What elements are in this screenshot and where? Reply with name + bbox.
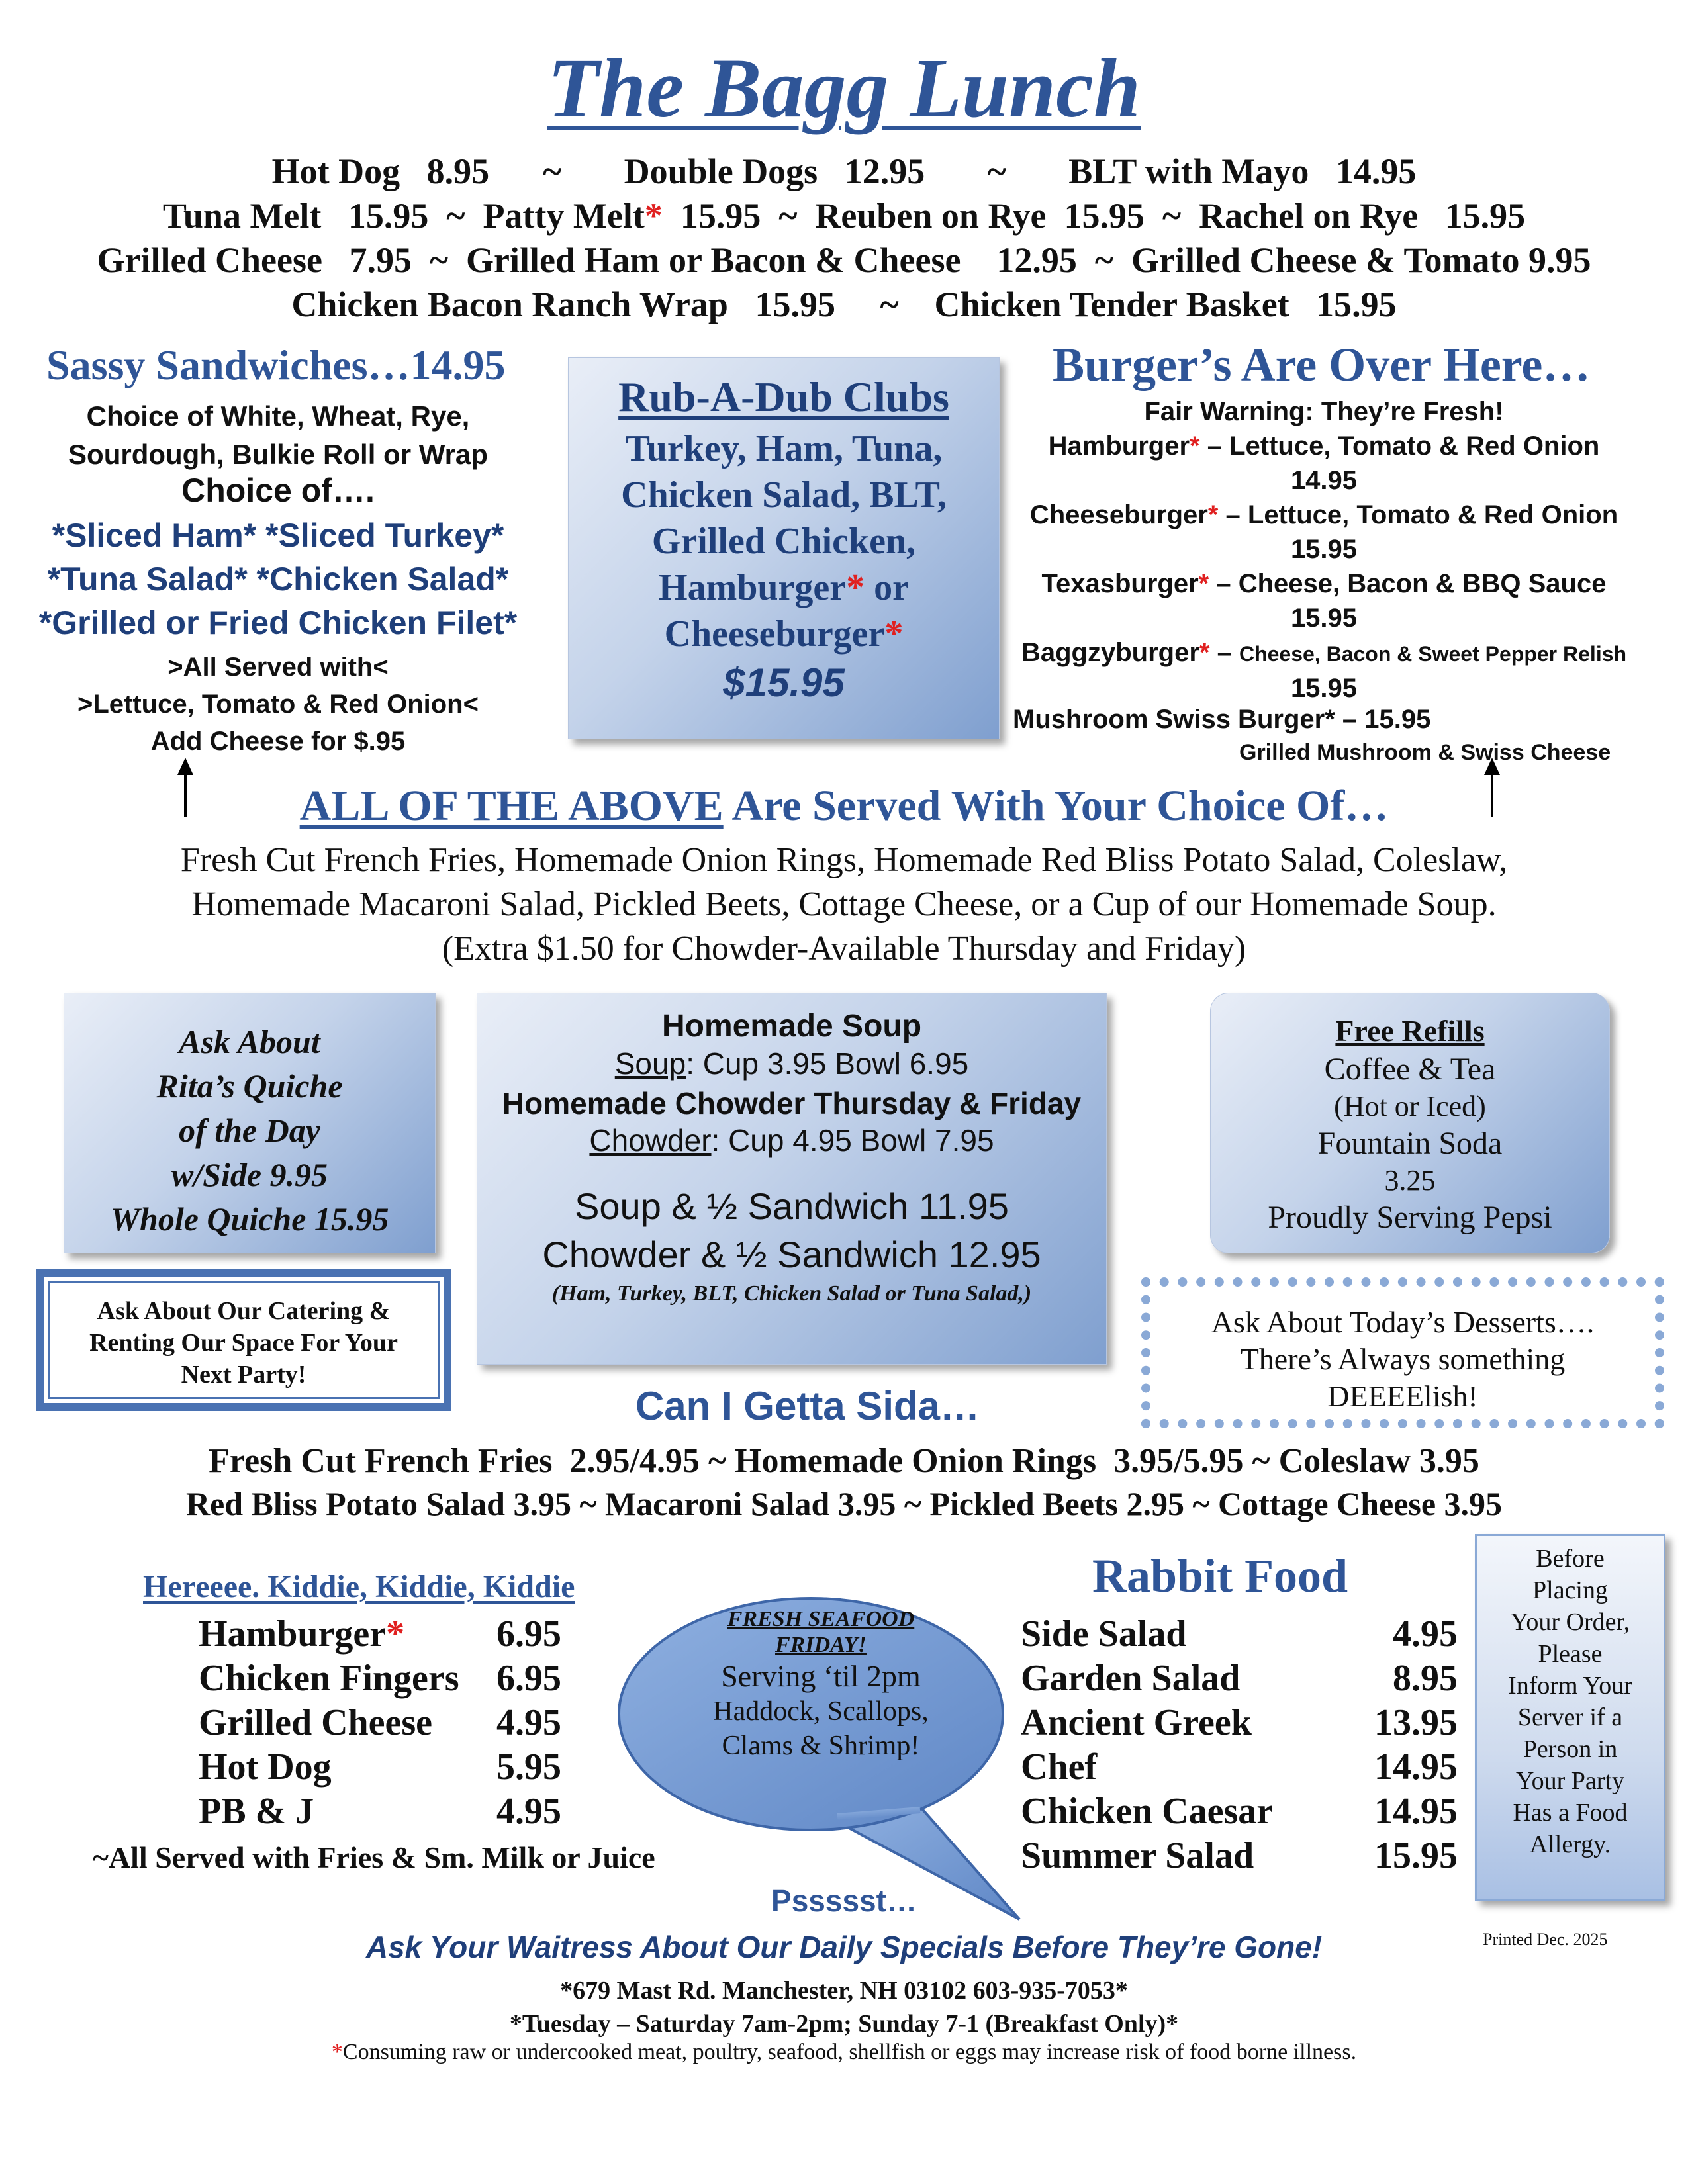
soup-combo: Soup & ½ Sandwich 11.95 — [575, 1185, 1009, 1227]
kiddie-note: ~All Served with Fries & Sm. Milk or Juice — [93, 1841, 655, 1874]
sides-row-1: Fresh Cut French Fries 2.95/4.95 ~ Homemade Onion Rings 3.95/5.95 ~ Coleslaw 3.95 — [209, 1442, 1479, 1480]
kiddie-item: Hot Dog 5.95 — [199, 1747, 561, 1788]
hours: *Tuesday – Saturday 7am-2pm; Sunday 7-1 (Breakfast Only)* — [509, 2010, 1179, 2038]
seafood-line: Clams & Shrimp! — [722, 1731, 920, 1761]
rabbit-list — [1021, 1612, 1458, 1878]
seafood-title: FRIDAY! — [775, 1633, 867, 1657]
allergy-line: Has a Food — [1513, 1799, 1628, 1827]
all-above-line: Fresh Cut French Fries, Homemade Onion Rings, Homemade Red Bliss Potato Salad, Coleslaw, — [180, 841, 1508, 879]
all-above-line: Homemade Macaroni Salad, Pickled Beets, Cottage Cheese, or a Cup of our Homemade Soup. — [191, 886, 1497, 923]
desserts-line: DEEEElish! — [1327, 1379, 1478, 1413]
seafood-text — [655, 1607, 986, 1763]
catering-line: Ask About Our Catering & — [97, 1297, 391, 1325]
clubs-line: Grilled Chicken, — [651, 521, 916, 562]
burger-item: Cheeseburger* – Lettuce, Tomato & Red Onion — [1029, 500, 1618, 529]
allergy-line: Person in — [1523, 1735, 1618, 1763]
top-menu-row-4: Chicken Bacon Ranch Wrap 15.95 ~ Chicken Tender Basket 15.95 — [291, 285, 1397, 324]
all-above-heading: ALL OF THE ABOVE Are Served With Your Choice Of… — [299, 782, 1389, 830]
soup-box — [477, 993, 1107, 1365]
allergy-line: Before — [1536, 1545, 1605, 1572]
chowder-heading: Homemade Chowder Thursday & Friday — [502, 1086, 1082, 1120]
burger-price: 15.95 — [1290, 674, 1358, 703]
burger-item: Baggzyburger* – Cheese, Bacon & Sweet Pepper Relish — [1021, 638, 1627, 667]
clubs-box — [568, 357, 1000, 739]
rabbit-item: Summer Salad 15.95 — [1021, 1835, 1458, 1876]
chowder-prices: Chowder: Cup 4.95 Bowl 7.95 — [589, 1123, 994, 1158]
rabbit-item: Side Salad 4.95 — [1021, 1614, 1458, 1655]
kiddie-item: Hamburger* 6.95 — [199, 1614, 561, 1655]
burger-price: 14.95 — [1290, 466, 1358, 495]
top-menu-row-1: Hot Dog 8.95 ~ Double Dogs 12.95 ~ BLT with Mayo 14.95 — [271, 152, 1417, 191]
sassy-line: Sourdough, Bulkie Roll or Wrap — [68, 439, 488, 470]
burgers-heading: Burger’s Are Over Here… — [1053, 338, 1591, 391]
sassy-line: Choice of White, Wheat, Rye, — [86, 400, 470, 432]
allergy-text — [1477, 1543, 1664, 1860]
sides-heading: Can I Getta Sida… — [635, 1384, 980, 1428]
sassy-choice-of: Choice of…. — [181, 472, 375, 509]
burger-price: 15.95 — [1290, 604, 1358, 633]
sassy-heading: Sassy Sandwiches…14.95 — [46, 341, 506, 388]
refills-list — [1211, 1051, 1609, 1236]
sassy-filling: *Sliced Ham* *Sliced Turkey* — [52, 517, 504, 554]
sassy-served-with — [20, 649, 536, 760]
clubs-list — [569, 426, 999, 657]
seafood-title: FRESH SEAFOOD — [727, 1607, 915, 1631]
refills-heading: Free Refills — [1335, 1014, 1485, 1048]
desserts-box — [1141, 1277, 1664, 1428]
sassy-served-line: >Lettuce, Tomato & Red Onion< — [77, 690, 479, 719]
desserts-text — [1150, 1304, 1655, 1415]
allergy-line: Your Order, — [1510, 1608, 1630, 1636]
refills-line: Coffee & Tea — [1324, 1052, 1496, 1087]
catering-box — [36, 1269, 451, 1411]
psst-text: Pssssst… — [771, 1884, 917, 1918]
soup-prices: Soup: Cup 3.95 Bowl 6.95 — [614, 1046, 969, 1081]
quiche-line: w/Side 9.95 — [171, 1156, 328, 1193]
burger-mushroom-desc: Grilled Mushroom & Swiss Cheese — [1239, 740, 1611, 765]
rabbit-item: Chicken Caesar 14.95 — [1021, 1791, 1458, 1832]
specials-text: Ask Your Waitress About Our Daily Specials Before They’re Gone! — [365, 1930, 1323, 1964]
refills-line: Proudly Serving Pepsi — [1268, 1200, 1552, 1235]
refills-box — [1210, 993, 1610, 1253]
rabbit-item: Garden Salad 8.95 — [1021, 1658, 1458, 1699]
rabbit-item: Chef 14.95 — [1021, 1747, 1458, 1788]
address: *679 Mast Rd. Manchester, NH 03102 603-935-7053* — [560, 1977, 1128, 2005]
burgers-warning: Fair Warning: They’re Fresh! — [1144, 397, 1504, 426]
burgers-list — [1006, 429, 1642, 705]
kiddie-item: PB & J 4.95 — [199, 1791, 561, 1832]
refills-line: 3.25 — [1384, 1164, 1436, 1197]
burger-item: Texasburger* – Cheese, Bacon & BBQ Sauce — [1041, 569, 1607, 598]
sassy-served-line: Add Cheese for $.95 — [150, 727, 406, 756]
burger-mushroom: Mushroom Swiss Burger* – 15.95 — [1013, 705, 1431, 734]
catering-line: Renting Our Space For Your — [89, 1329, 398, 1357]
kiddie-heading: Hereeee. Kiddie, Kiddie, Kiddie — [143, 1569, 575, 1604]
desserts-line: Ask About Today’s Desserts…. — [1211, 1305, 1595, 1339]
rabbit-heading: Rabbit Food — [1092, 1549, 1348, 1602]
clubs-line: Turkey, Ham, Tuna, — [625, 428, 943, 469]
allergy-line: Inform Your — [1508, 1672, 1632, 1700]
allergy-line: Please — [1538, 1640, 1603, 1668]
clubs-line: Chicken Salad, BLT, — [621, 475, 947, 516]
disclaimer: *Consuming raw or undercooked meat, poultry, seafood, shellfish or eggs may increase risk of food borne illness. — [331, 2040, 1357, 2064]
combo-note: (Ham, Turkey, BLT, Chicken Salad or Tuna Salad,) — [551, 1281, 1032, 1306]
sassy-served-line: >All Served with< — [167, 653, 389, 682]
refills-line: Fountain Soda — [1317, 1126, 1503, 1161]
allergy-box — [1475, 1534, 1665, 1901]
top-menu-row-3: Grilled Cheese 7.95 ~ Grilled Ham or Bacon & Cheese 12.95 ~ Grilled Cheese & Tomato 9.95 — [97, 240, 1591, 280]
desserts-line: There’s Always something — [1240, 1342, 1566, 1376]
all-above-line: (Extra $1.50 for Chowder-Available Thursday and Friday) — [442, 930, 1246, 968]
soup-heading: Homemade Soup — [661, 1009, 922, 1044]
quiche-line: Ask About — [179, 1023, 320, 1060]
sassy-filling: *Tuna Salad* *Chicken Salad* — [47, 561, 509, 598]
rabbit-item: Ancient Greek 13.95 — [1021, 1702, 1458, 1743]
allergy-line: Allergy. — [1529, 1831, 1611, 1858]
allergy-line: Placing — [1532, 1576, 1608, 1604]
kiddie-item: Chicken Fingers 6.95 — [199, 1658, 561, 1699]
clubs-line: Cheeseburger* — [664, 614, 904, 655]
chowder-combo: Chowder & ½ Sandwich 12.95 — [542, 1234, 1041, 1275]
catering-inner — [48, 1281, 440, 1399]
seafood-line: Serving ‘til 2pm — [721, 1659, 921, 1693]
quiche-text — [64, 1020, 435, 1242]
burger-item: Hamburger* – Lettuce, Tomato & Red Onion — [1048, 432, 1600, 461]
printed-date: Printed Dec. 2025 — [1483, 1930, 1608, 1949]
sassy-filling: *Grilled or Fried Chicken Filet* — [38, 604, 518, 641]
clubs-line: Hamburger* or — [659, 567, 909, 608]
clubs-heading: Rub-A-Dub Clubs — [618, 373, 949, 420]
all-above-sides — [0, 838, 1688, 971]
quiche-box — [64, 993, 436, 1253]
top-menu-row-2: Tuna Melt 15.95 ~ Patty Melt* 15.95 ~ Reuben on Rye 15.95 ~ Rachel on Rye 15.95 — [162, 196, 1526, 236]
quiche-line: of the Day — [179, 1112, 320, 1149]
kiddie-item: Grilled Cheese 4.95 — [199, 1702, 561, 1743]
seafood-line: Haddock, Scallops, — [713, 1696, 929, 1727]
catering-line: Next Party! — [181, 1361, 306, 1388]
allergy-line: Server if a — [1517, 1704, 1623, 1731]
quiche-line: Whole Quiche 15.95 — [110, 1201, 389, 1238]
kiddie-list — [199, 1612, 561, 1834]
sides-row-2: Red Bliss Potato Salad 3.95 ~ Macaroni Salad 3.95 ~ Pickled Beets 2.95 ~ Cottage Cheese 3.95 — [185, 1485, 1503, 1522]
burger-price: 15.95 — [1290, 535, 1358, 564]
sassy-fillings — [7, 514, 549, 645]
sassy-bread-choices — [20, 397, 536, 474]
allergy-line: Your Party — [1515, 1767, 1624, 1795]
page-title: The Bagg Lunch — [547, 41, 1141, 135]
quiche-line: Rita’s Quiche — [156, 1068, 343, 1105]
clubs-price: $15.95 — [723, 660, 845, 705]
refills-line: (Hot or Iced) — [1334, 1090, 1486, 1122]
